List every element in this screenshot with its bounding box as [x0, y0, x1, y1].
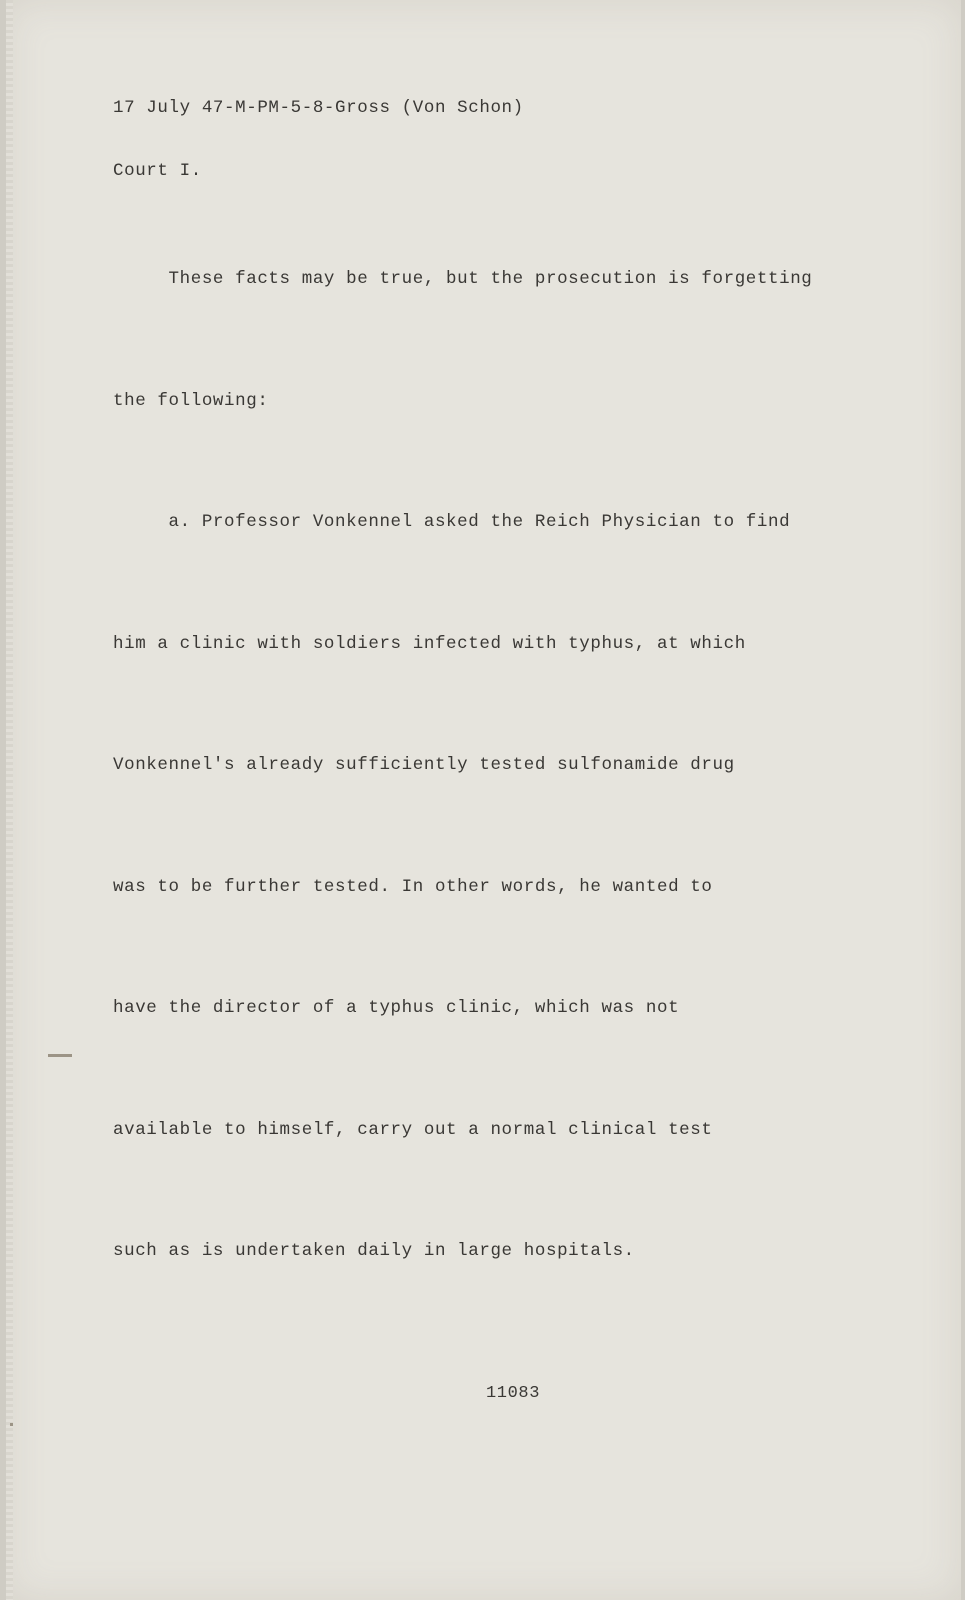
body-line: These facts may be true, but the prosecution is forgetting — [113, 269, 813, 289]
body-line: have the director of a typhus clinic, which was not — [113, 998, 680, 1018]
body-line: a. Professor Vonkennel asked the Reich Physician to find — [113, 512, 791, 532]
header-line-2: Court I. — [113, 161, 202, 181]
body-line: the following: — [113, 390, 269, 411]
document-page — [6, 0, 961, 1600]
header-line-1: 17 July 47-M-PM-5-8-Gross (Von Schon) — [113, 98, 524, 118]
body-line: was to be further tested. In other words, he wanted to — [113, 876, 713, 897]
paper-mark — [48, 1054, 72, 1057]
page-number: 11083 — [486, 1384, 541, 1403]
body-text — [113, 178, 812, 1353]
body-line: him a clinic with soldiers infected with typhus, at which — [113, 633, 746, 654]
body-line: such as is undertaken daily in large hospitals. — [113, 1241, 635, 1261]
body-line: Vonkennel's already sufficiently tested sulfonamide drug — [113, 755, 735, 775]
torn-left-edge — [6, 0, 13, 1600]
body-line: available to himself, carry out a normal clinical test — [113, 1119, 713, 1140]
paper-mark — [10, 1423, 13, 1426]
